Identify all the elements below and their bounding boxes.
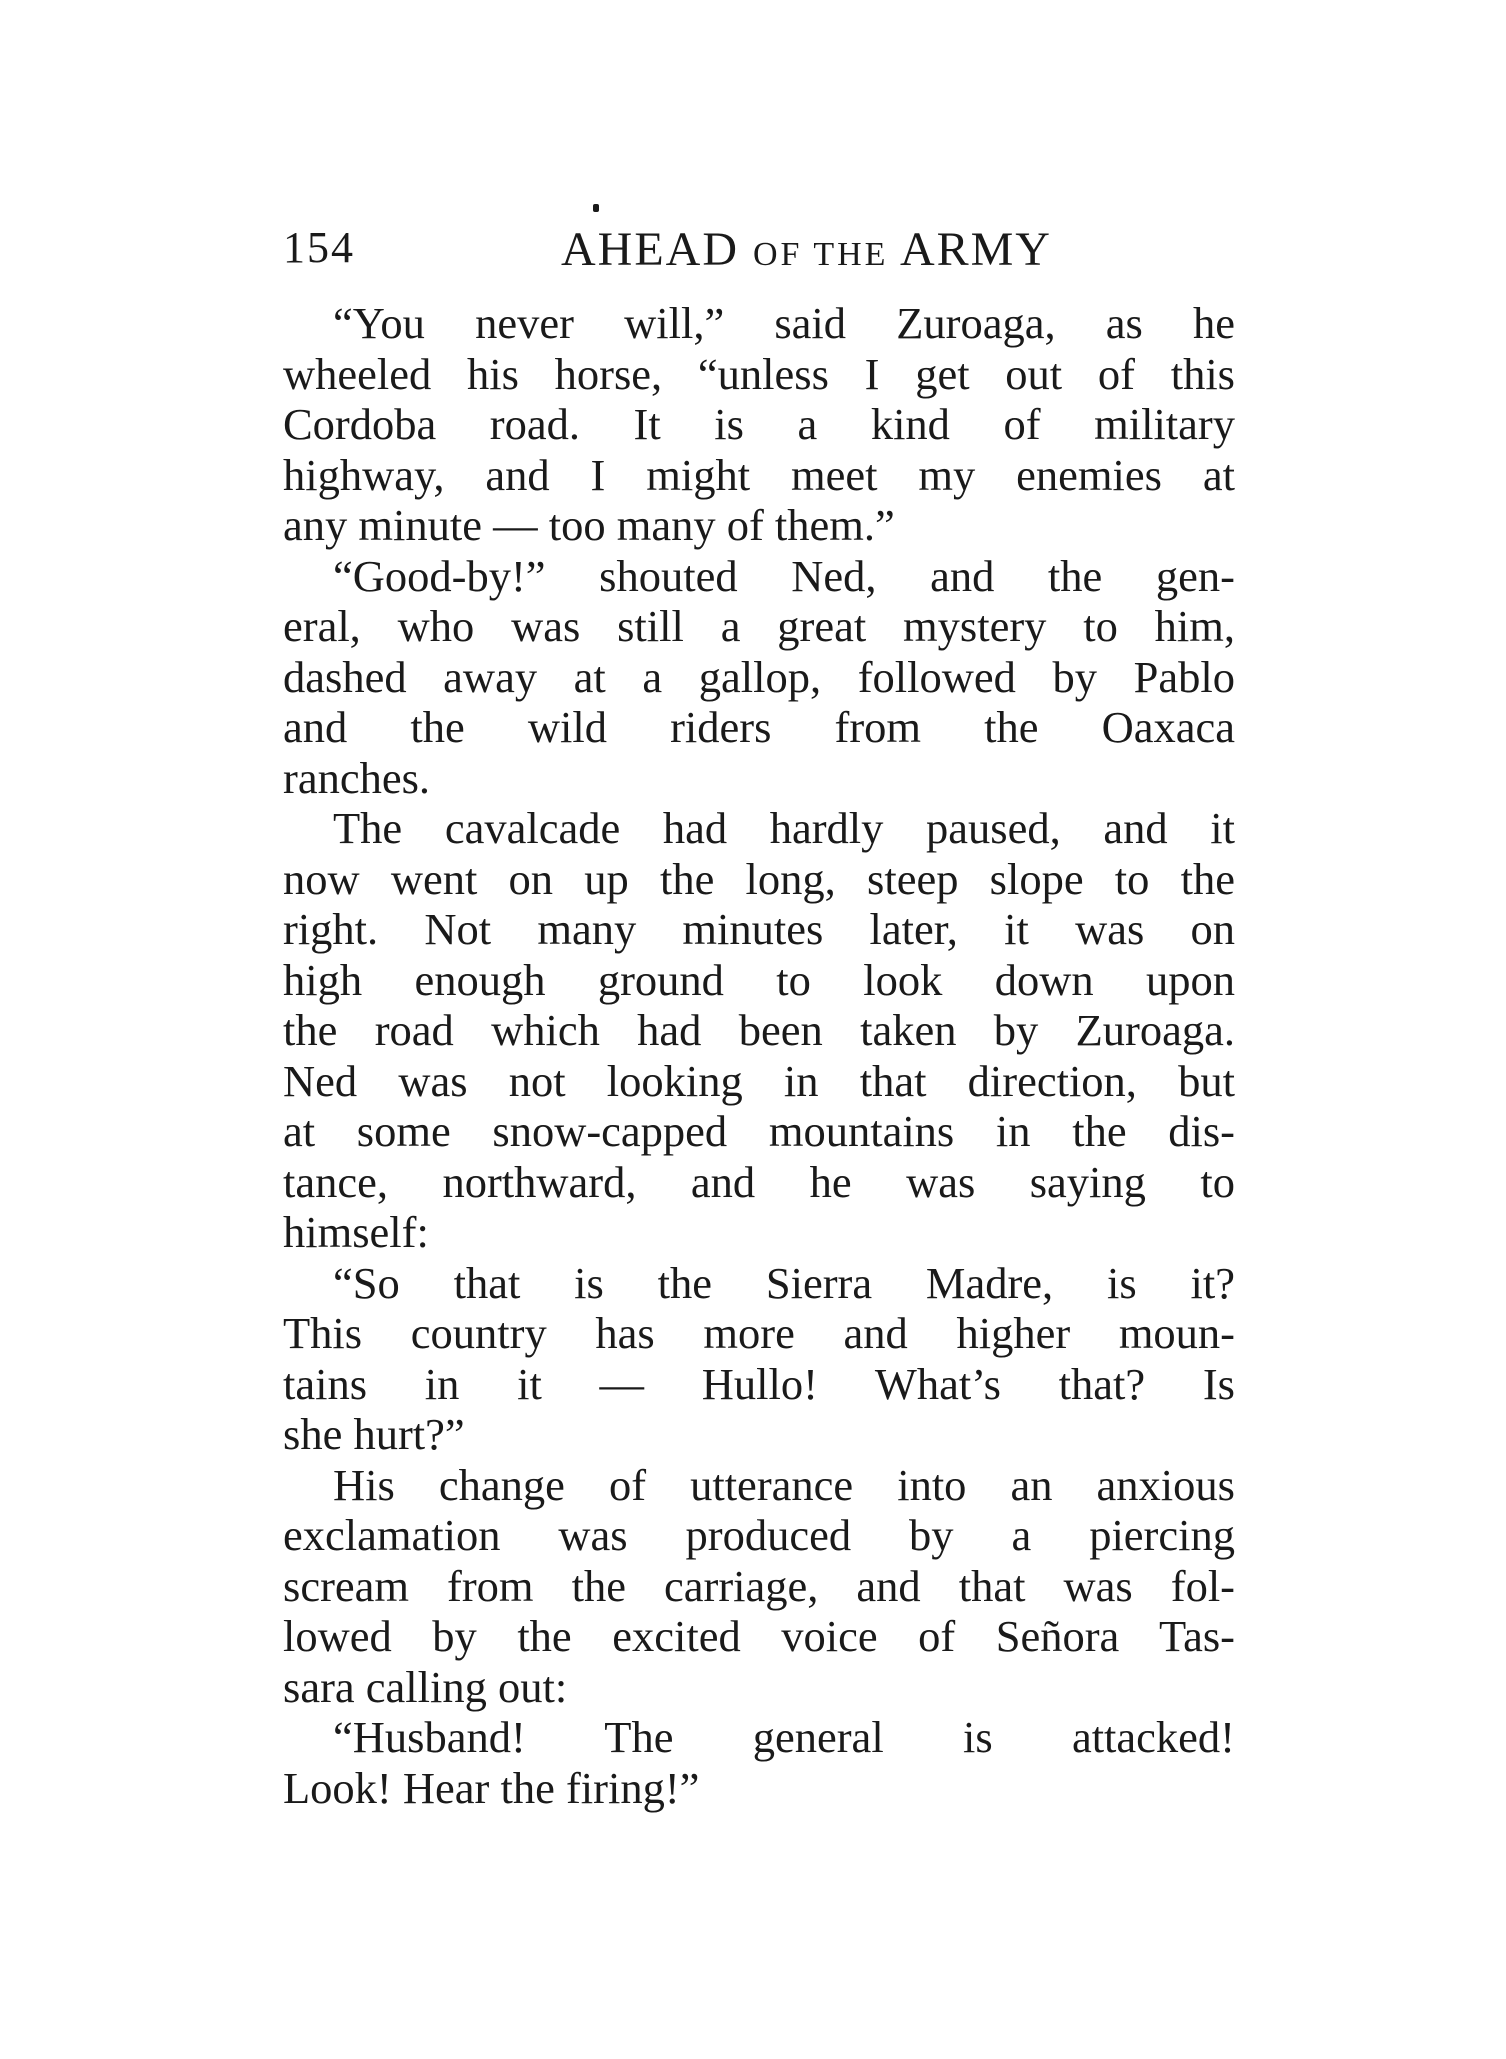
text-line: Ned was not looking in that direction, but <box>283 1055 1235 1106</box>
text-line: “So that is the Sierra Madre, is it? <box>333 1257 1235 1308</box>
text-line: Cordoba road. It is a kind of military <box>283 399 1235 449</box>
text-line: His change of utterance into an anxious <box>333 1459 1235 1510</box>
text-line: tance, northward, and he was saying to <box>283 1156 1235 1207</box>
page-number: 154 <box>283 223 355 272</box>
text-line: scream from the carriage, and that was fol- <box>283 1560 1235 1611</box>
text-line: “Good-by!” shouted Ned, and the gen- <box>333 550 1235 601</box>
text-line: she hurt?” <box>283 1409 465 1459</box>
running-title <box>561 222 1052 277</box>
body-text <box>283 298 1235 1813</box>
text-line: dashed away at a gallop, followed by Pablo <box>283 651 1235 702</box>
running-title-part: AHEAD <box>561 223 753 276</box>
text-line: right. Not many minutes later, it was on <box>283 904 1235 954</box>
text-line: lowed by the excited voice of Señora Tas- <box>283 1611 1235 1661</box>
text-line: highway, and I might meet my enemies at <box>283 449 1235 500</box>
text-line: at some snow-capped mountains in the dis- <box>283 1106 1235 1156</box>
text-line: This country has more and higher moun- <box>283 1308 1235 1358</box>
text-line: “Husband! The general is attacked! <box>333 1712 1235 1762</box>
text-line: now went on up the long, steep slope to the <box>283 853 1235 904</box>
text-line: exclamation was produced by a piercing <box>283 1510 1235 1560</box>
text-line: sara calling out: <box>283 1661 568 1712</box>
text-line: himself: <box>283 1207 429 1257</box>
text-line: Look! Hear the firing!” <box>283 1762 700 1813</box>
text-line: tains in it — Hullo! What’s that? Is <box>283 1358 1235 1409</box>
text-line: and the wild riders from the Oaxaca <box>283 702 1235 752</box>
text-line: the road which had been taken by Zuroaga. <box>283 1005 1235 1055</box>
text-line: The cavalcade had hardly paused, and it <box>333 803 1235 853</box>
page-header <box>283 222 1235 292</box>
text-line: high enough ground to look down upon <box>283 954 1235 1005</box>
running-title-part: OF THE <box>752 236 900 273</box>
text-line: any minute — too many of them.” <box>283 500 895 550</box>
running-title-part: ARMY <box>899 223 1052 276</box>
ink-speck <box>593 204 599 212</box>
text-line: wheeled his horse, “unless I get out of this <box>283 348 1235 399</box>
text-line: ranches. <box>283 752 431 803</box>
text-line: “You never will,” said Zuroaga, as he <box>333 298 1235 348</box>
text-line: eral, who was still a great mystery to him, <box>283 601 1235 651</box>
